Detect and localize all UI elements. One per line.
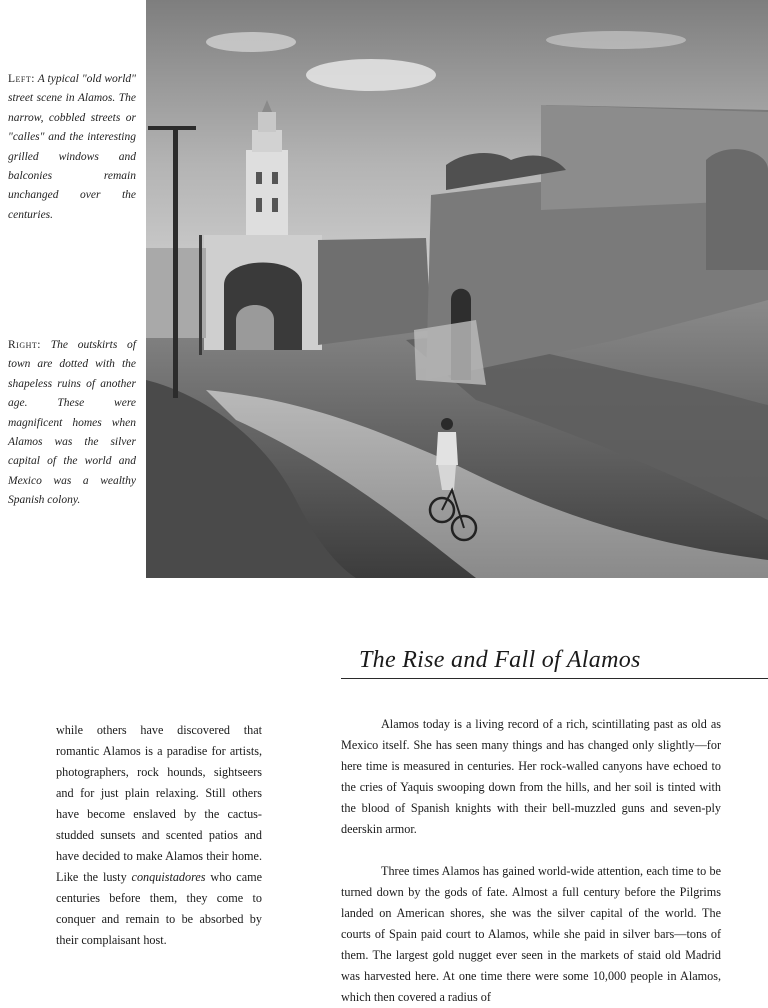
title-underline [341,678,768,679]
article-title: The Rise and Fall of Alamos [359,647,641,673]
caption-text-left: A typical "old world" street scene in Alamos. The narrow, cobbled streets or "calles" and the interesting grilled windows and balconies remain unchanged over the centuries. [8,73,136,221]
right-column-paragraph-1: Alamos today is a living record of a rich, scintillating past as old as Mexico itself. She has seen many things and has changed only slightly—for here time is measured in centuries. Her rock-walled canyons have echoed to the cries of Yaquis swooping down from the hills, and her soil is tinted with the blood of Spanish knights with their bell-muzzled guns and seven-ply deerskin armor. [341,717,721,836]
left-column-italic: conquistadores [131,870,206,884]
left-column-paragraph [56,720,262,951]
left-column-text-2: who came centuries before them, they come to conquer and remain to be absorbed by their complaisant host. [56,870,262,947]
caption-lead-left: Left: [8,73,35,85]
photo-caption-right [8,336,136,511]
street-scene-photo [146,0,768,578]
right-column-paragraph-2: Three times Alamos has gained world-wide attention, each time to be turned down by the gods of fate. Almost a full century before the Pilgrims landed on American shores, she was the silver capital of the world. The courts of Spain paid court to Alamos, while she paid in silver bars—tons of them. The largest gold nugget ever seen in the markets of staid old Madrid was harvested here. At one time there were some 10,000 people in Alamos, which then covered a radius of [341,864,721,1004]
caption-text-right: The outskirts of town are dotted with the shapeless ruins of another age. These were magnificent homes when Alamos was the silver capital of the world and Mexico was a wealthy Spanish colony. [8,339,136,507]
photo-caption-left [8,70,136,225]
left-column-text-1: while others have discovered that romantic Alamos is a paradise for artists, photographers, rock hounds, sightseers and for just plain relaxing. Still others have become enslaved by the cactus-studded sunsets and scented patios and have decided to make Alamos their home. Like the lusty [56,723,262,884]
article-column-right [341,714,721,1004]
caption-lead-right: Right: [8,339,41,351]
stone-archway [146,235,322,350]
article-column-left [56,720,262,965]
article-heading [341,644,768,679]
